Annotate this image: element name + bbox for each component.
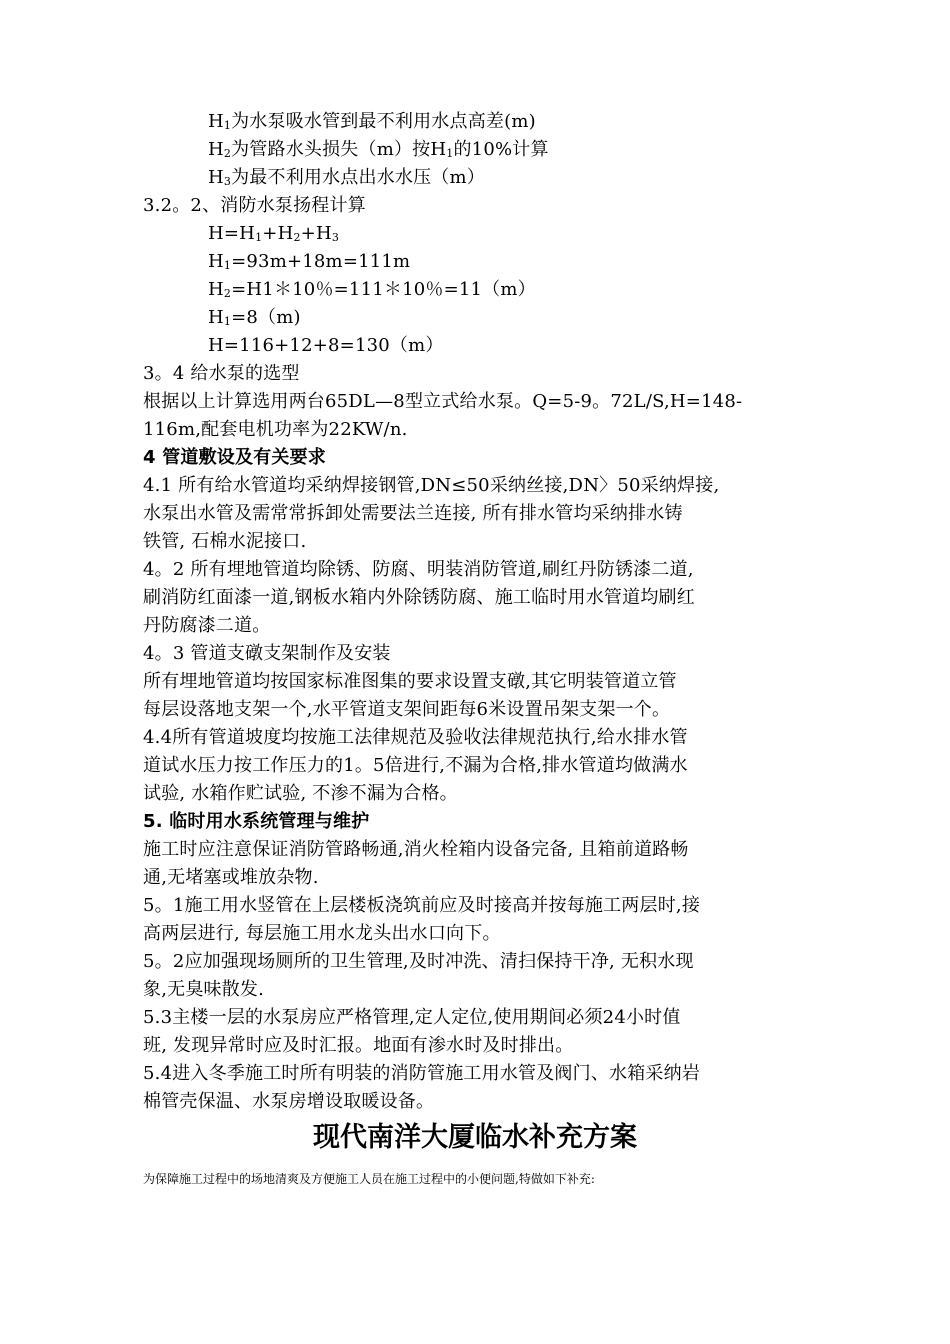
paragraph-line: 道试水压力按工作压力的1。5倍进行,不漏为合格,排水管道均做满水 [143, 755, 688, 776]
paragraph-line: 棉管壳保温、水泵房增设取暖设备。 [143, 1091, 435, 1112]
formula-h1-alt: $H_1=8(m)$ [208, 307, 301, 328]
paragraph-line: 刷消防红面漆一道,钢板水箱内外除锈防腐、施工临时用水管道均刷红 [143, 587, 695, 608]
formula-h-sum: $H=H_1+H_2+H_3$ [208, 223, 340, 244]
supplement-note: 为保障施工过程中的场地清爽及方便施工人员在施工过程中的小便问题,特做如下补充: [143, 1172, 595, 1186]
paragraph-line: 5.4进入冬季施工时所有明装的消防管施工用水管及阀门、水箱采纳岩 [143, 1063, 701, 1084]
paragraph-line: 高两层进行, 每层施工用水龙头出水口向下。 [143, 923, 501, 944]
paragraph-line: 铁管, 石棉水泥接口. [143, 531, 307, 552]
definition-h3: $H_3$为最不利用水点出水水压（m） [208, 167, 485, 188]
section-heading-4-3: 4。3 管道支礅支架制作及安装 [143, 643, 391, 664]
section-heading-4: 4 管道敷设及有关要求 [143, 447, 326, 468]
paragraph-line: 每层设落地支架一个,水平管道支架间距每6米设置吊架支架一个。 [143, 699, 671, 720]
paragraph-line: 丹防腐漆二道。 [143, 615, 271, 636]
paragraph-line: 水泵出水管及需常常拆卸处需要法兰连接, 所有排水管均采纳排水铸 [143, 503, 683, 524]
definition-h2: $H_2$为管路水头损失（m）按$H_1$的10%计算 [208, 139, 549, 160]
formula-h2: $H_2=H1*10$％=111＊10％=11（m） [208, 279, 536, 300]
document-title: 现代南洋大厦临水补充方案 [313, 1122, 637, 1153]
paragraph-line: 所有埋地管道均按国家标准图集的要求设置支礅,其它明装管道立管 [143, 671, 677, 692]
paragraph-line: 施工时应注意保证消防管路畅通,消火栓箱内设备完备, 且箱前道路畅 [143, 839, 689, 860]
paragraph-line: 4。2 所有埋地管道均除锈、防腐、明装消防管道,刷红丹防锈漆二道, [143, 559, 694, 580]
paragraph-line: 4.4所有管道坡度均按施工法律规范及验收法律规范执行,给水排水管 [143, 727, 688, 748]
section-heading-3-4: 3。4 给水泵的选型 [143, 363, 300, 384]
formula-h-total: H=116+12+8=130（m） [208, 335, 444, 356]
paragraph-line: 通,无堵塞或堆放杂物. [143, 867, 319, 888]
paragraph-line: 5.3主楼一层的水泵房应严格管理,定人定位,使用期间必须24小时值 [143, 1007, 681, 1028]
section-heading-5: 5. 临时用水系统管理与维护 [143, 811, 370, 832]
paragraph-line: 116m,配套电机功率为22KW/n. [143, 419, 408, 440]
section-heading-3-2-2: 3.2。2、消防水泵扬程计算 [143, 195, 366, 216]
paragraph-line: 班, 发现异常时应及时汇报。地面有渗水时及时排出。 [143, 1035, 574, 1056]
paragraph-line: 5。2应加强现场厕所的卫生管理,及时冲洗、清扫保持干净, 无积水现 [143, 951, 694, 972]
paragraph-line: 试验, 水箱作贮试验, 不渗不漏为合格。 [143, 783, 458, 804]
formula-h1: $H_1=93m+18m=111m$ [208, 251, 411, 272]
definition-h1: $H_1$为水泵吸水管到最不利用水点高差(m) [208, 111, 536, 132]
paragraph-line: 象,无臭味散发. [143, 979, 265, 1000]
paragraph-line: 4.1 所有给水管道均采纳焊接钢管,DN≤50采纳丝接,DN〉50采纳焊接, [143, 475, 720, 496]
paragraph-line: 5。1施工用水竖管在上层楼板浇筑前应及时接高并按每施工两层时,接 [143, 895, 701, 916]
paragraph-line: 根据以上计算选用两台65DL—8型立式给水泵。Q=5-9。72L/S,H=148- [143, 391, 743, 412]
